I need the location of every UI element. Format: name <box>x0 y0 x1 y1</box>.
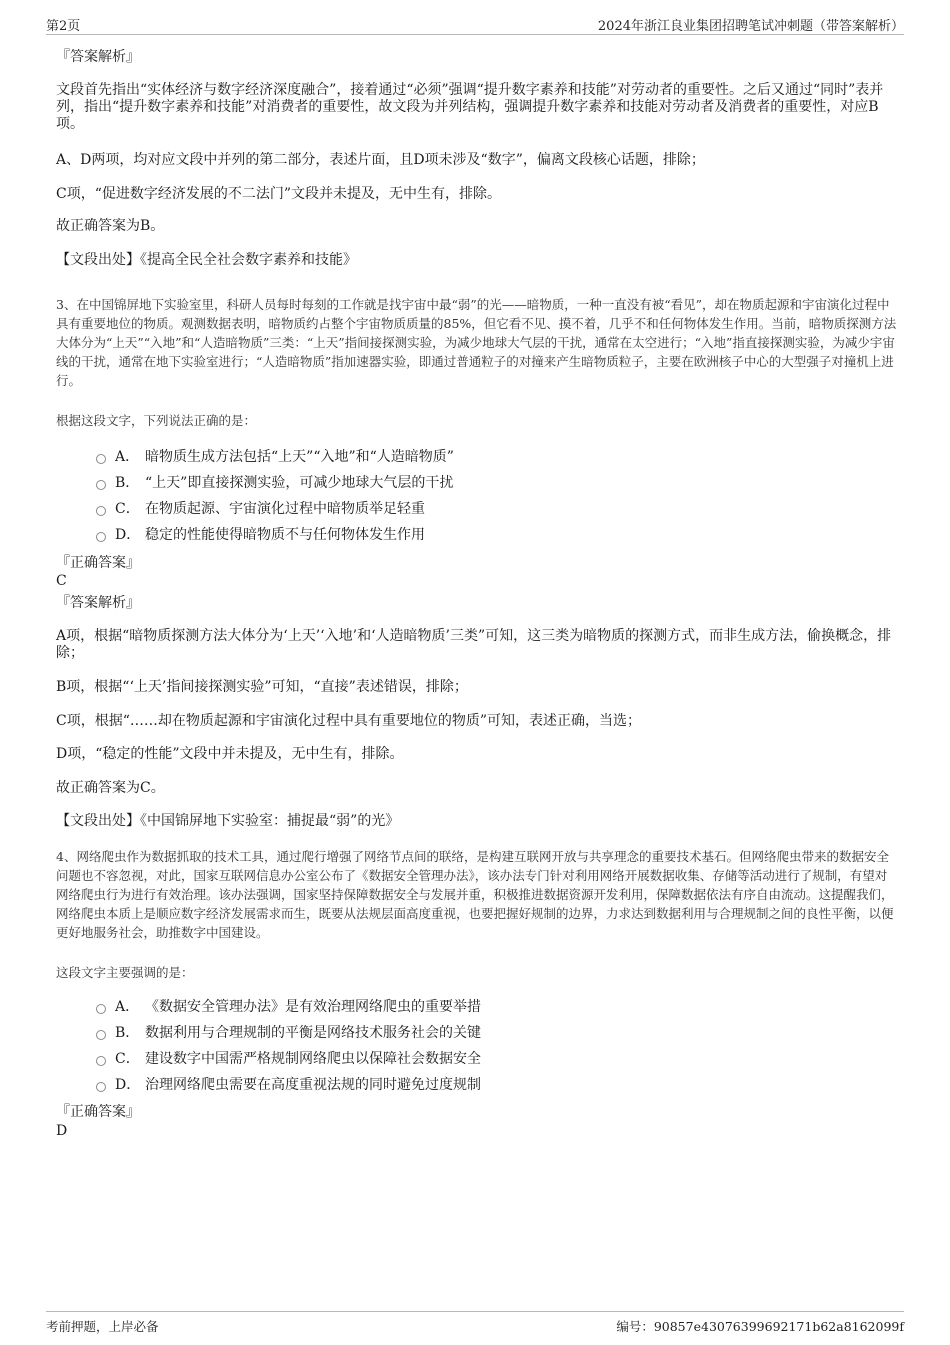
document-title: 2024年浙江良业集团招聘笔试冲刺题（带答案解析） <box>597 19 904 34</box>
q3-option-a[interactable]: A． 暗物质生成方法包括“上天”“入地”和“人造暗物质” <box>96 448 454 466</box>
page-footer <box>46 1311 904 1334</box>
q4-option-a[interactable]: A． 《数据安全管理办法》是有效治理网络爬虫的重要举措 <box>96 998 481 1016</box>
radio-icon[interactable] <box>96 1004 106 1014</box>
footer-serial: 编号：90857e43076399692171b62a8162099f <box>616 1319 904 1334</box>
q4-stem: 4、网络爬虫作为数据抓取的技术工具，通过爬行增强了网络节点间的联络，是构建互联网开放与共享理念的重要技术基石。但网络爬虫带来的数据安全问题也不容忽视，对此，国家互联网信息办公室公布了《数据安全管理办法》，该办法专门针对利用网络开展数据收集、存储等活动进行了规制，有望对网络爬虫行为进行有效治理。该办法强调，国家坚持保障数据安全与发展并重，积极推进数据资源开发利用，保障数据依法有序自由流动。这提醒我们，网络爬虫本质上是顺应数字经济发展需求而生，既要从法规层面高度重视，也要把握好规制的边界，力求达到数据利用与合理规制之间的良性平衡，以便更好地服务社会，助推数字中国建设。 <box>56 849 894 940</box>
q3-prompt: 根据这段文字，下列说法正确的是： <box>56 413 257 428</box>
q3-analysis-paragraph-4: D项，“稳定的性能”文段中并未提及，无中生有，排除。 <box>56 746 404 762</box>
q4-answer-label: 『正确答案』 <box>56 1104 140 1120</box>
q3-analysis-paragraph-1: A项，根据“暗物质探测方法大体分为‘上天’‘入地’和‘人造暗物质’三类”可知，这三类为暗物质的探测方式，而非生成方法，偷换概念，排除； <box>56 628 892 661</box>
q3-analysis-paragraph-3: C项，根据“……却在物质起源和宇宙演化过程中具有重要地位的物质”可知，表述正确，当选； <box>56 713 642 729</box>
q3-option-c[interactable]: C． 在物质起源、宇宙演化过程中暗物质举足轻重 <box>96 500 425 518</box>
q3-option-b[interactable]: B． “上天”即直接探测实验，可减少地球大气层的干扰 <box>96 474 453 492</box>
radio-icon[interactable] <box>96 1030 106 1040</box>
page-number: 第2页 <box>46 19 81 34</box>
q3-source: 【文段出处】《中国锦屏地下实验室：捕捉最“弱”的光》 <box>56 813 400 829</box>
q3-option-d[interactable]: D． 稳定的性能使得暗物质不与任何物体发生作用 <box>96 526 425 544</box>
q3-answer-label: 『正确答案』 <box>56 555 140 571</box>
q4-option-d[interactable]: D． 治理网络爬虫需要在高度重视法规的同时避免过度规制 <box>96 1076 481 1094</box>
q3-answer: C <box>56 573 67 589</box>
q3-analysis-paragraph-2: B项，根据“‘上天’指间接探测实验”可知，“直接”表述错误，排除； <box>56 679 468 695</box>
q2-source: 【文段出处】《提高全民全社会数字素养和技能》 <box>56 252 357 268</box>
q2-analysis-label: 『答案解析』 <box>56 49 140 65</box>
radio-icon[interactable] <box>96 454 106 464</box>
q2-analysis-paragraph-3: C项，“促进数字经济发展的不二法门”文段并未提及，无中生有，排除。 <box>56 186 502 202</box>
page-header <box>46 14 904 35</box>
radio-icon[interactable] <box>96 1056 106 1066</box>
q2-analysis-paragraph-1: 文段首先指出“实体经济与数字经济深度融合”，接着通过“必须”强调“提升数字素养和技能”对劳动者的重要性。之后又通过“同时”表并列，指出“提升数字素养和技能”对消费者的重要性，故文段为并列结构，强调提升数字素养和技能对劳动者及消费者的重要性，对应B项。 <box>56 82 884 132</box>
q4-option-c[interactable]: C． 建设数字中国需严格规制网络爬虫以保障社会数据安全 <box>96 1050 481 1068</box>
q3-analysis-conclusion: 故正确答案为C。 <box>56 780 165 796</box>
q4-answer: D <box>56 1123 68 1139</box>
radio-icon[interactable] <box>96 506 106 516</box>
radio-icon[interactable] <box>96 480 106 490</box>
radio-icon[interactable] <box>96 532 106 542</box>
q3-analysis-label: 『答案解析』 <box>56 595 140 611</box>
q2-analysis-conclusion: 故正确答案为B。 <box>56 218 165 234</box>
q3-stem: 3、在中国锦屏地下实验室里，科研人员每时每刻的工作就是找宇宙中最“弱”的光——暗物质，一种一直没有被“看见”，却在物质起源和宇宙演化过程中具有重要地位的物质。观测数据表明，暗物质约占整个宇宙物质质量的85%，但它看不见、摸不着，几乎不和任何物体发生作用。当前，暗物质探测方法大体分为“上天”“入地”和“人造暗物质”三类：“上天”指间接探测实验，为减少地球大气层的干扰，通常在太空进行；“入地”指直接探测实验，为减少宇宙线的干扰，通常在地下实验室进行；“人造暗物质”指加速器实验，即通过普通粒子的对撞来产生暗物质粒子，主要在欧洲核子中心的大型强子对撞机上进行。 <box>56 297 897 388</box>
q4-prompt: 这段文字主要强调的是： <box>56 965 194 980</box>
q2-analysis-paragraph-2: A、D两项，均对应文段中并列的第二部分，表述片面，且D项未涉及“数字”，偏离文段核心话题，排除； <box>56 152 705 168</box>
footer-slogan: 考前押题，上岸必备 <box>46 1319 159 1334</box>
q4-option-b[interactable]: B． 数据利用与合理规制的平衡是网络技术服务社会的关键 <box>96 1024 481 1042</box>
radio-icon[interactable] <box>96 1082 106 1092</box>
